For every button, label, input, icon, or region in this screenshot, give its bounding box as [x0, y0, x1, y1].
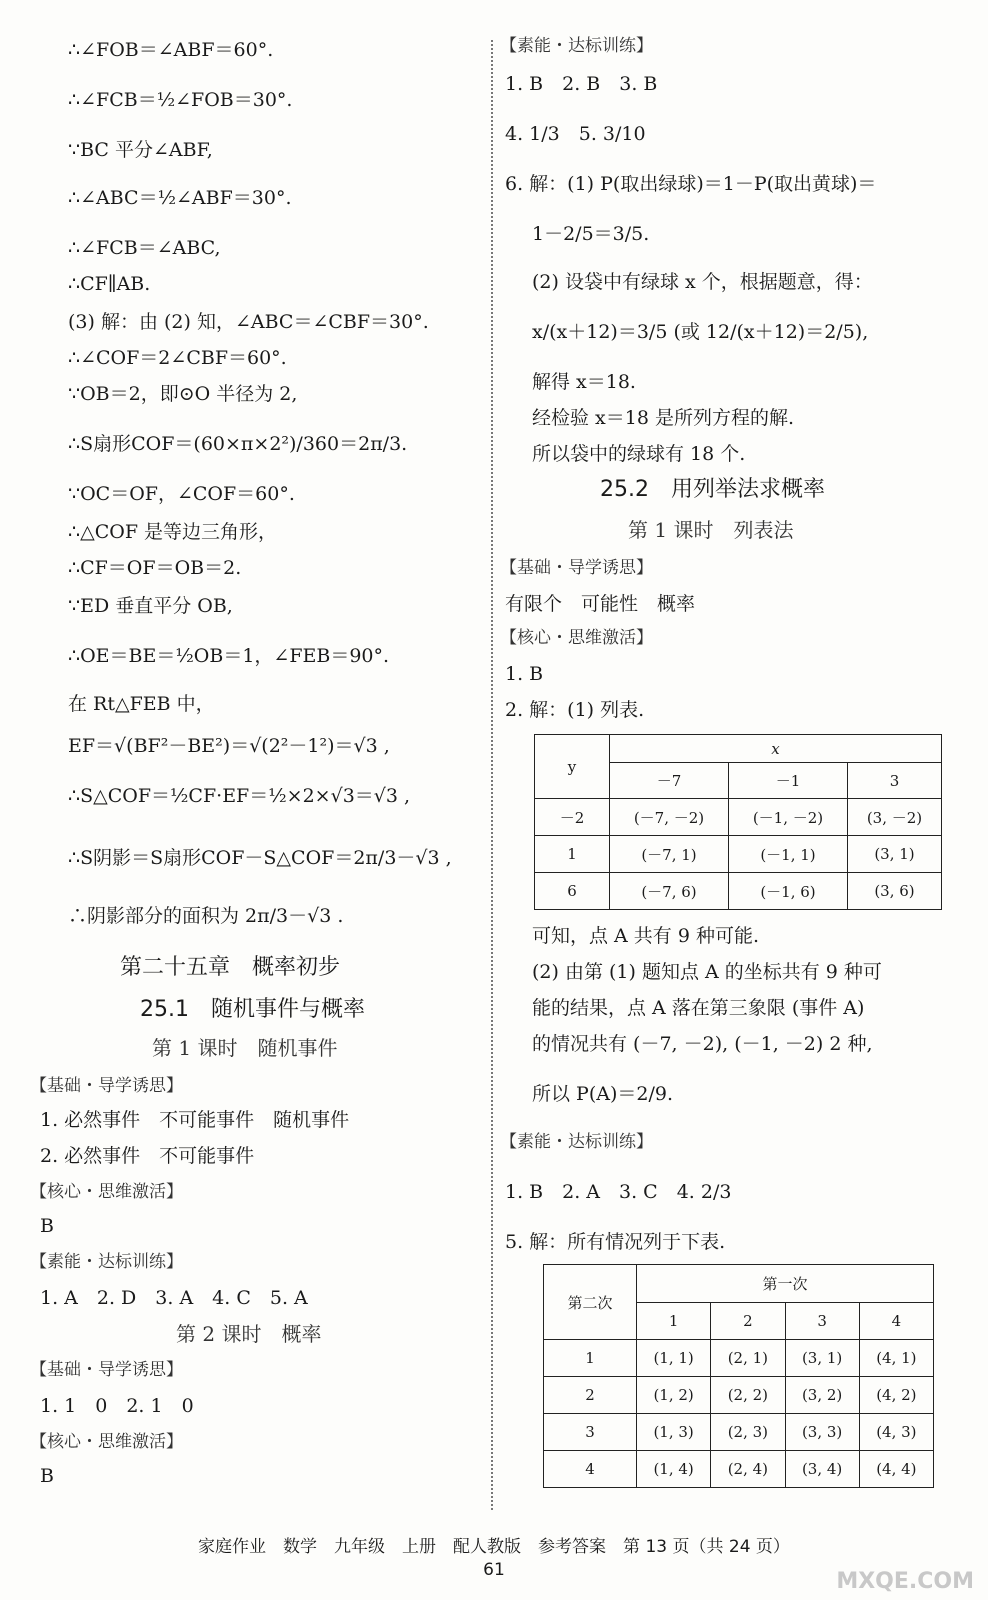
table-row	[544, 1377, 934, 1414]
section-header-hexin: 【核心・思维激活】	[30, 1182, 183, 1202]
table-row-header: －2	[535, 799, 610, 836]
table-cell: (4, 1)	[859, 1340, 933, 1377]
table-cell: (－1, －2)	[729, 799, 848, 836]
page-footer: 家庭作业 数学 九年级 上册 配人教版 参考答案 第 13 页（共 24 页）	[198, 1537, 790, 1557]
proof-line: ∴CF∥AB.	[68, 273, 151, 295]
table-row	[544, 1451, 934, 1488]
table-cell: (2, 1)	[711, 1340, 785, 1377]
answer-line: 1. B 2. A 3. C 4. 2/3	[505, 1181, 732, 1203]
table-cell: (3, 3)	[785, 1414, 859, 1451]
solution-line: 经检验 x＝18 是所列方程的解.	[532, 407, 795, 429]
column-divider	[491, 40, 493, 1510]
section-title: 25.2 用列举法求概率	[600, 477, 825, 502]
proof-line: ∵ED 垂直平分 OB,	[68, 595, 233, 617]
proof-line: ∴∠FOB＝∠ABF＝60°.	[68, 39, 274, 61]
solution-line: 所以袋中的绿球有 18 个.	[532, 443, 746, 465]
section-header-jichu: 【基础・导学诱思】	[500, 558, 653, 578]
table-row	[544, 1340, 934, 1377]
table-cell: (3, 2)	[785, 1377, 859, 1414]
table-row-header: 4	[544, 1451, 637, 1488]
solution-line: 能的结果，点 A 落在第三象限 (事件 A)	[532, 997, 865, 1019]
section-header-suneng: 【素能・达标训练】	[500, 36, 653, 56]
lesson-title: 第 1 课时 列表法	[628, 518, 794, 542]
table-cell: (2, 4)	[711, 1451, 785, 1488]
table-row-header: 1	[535, 836, 610, 873]
section-header-suneng: 【素能・达标训练】	[500, 1132, 653, 1152]
table-cell: (3, 6)	[848, 873, 942, 910]
section-title: 25.1 随机事件与概率	[140, 997, 365, 1022]
solution-line: 解得 x＝18.	[532, 371, 636, 393]
chapter-title: 第二十五章 概率初步	[120, 955, 341, 980]
section-header-jichu: 【基础・导学诱思】	[30, 1076, 183, 1096]
proof-line: ∴∠FCB＝½∠FOB＝30°.	[68, 89, 293, 111]
table-col-header: 3	[848, 763, 942, 799]
answer-line: 1. A 2. D 3. A 4. C 5. A	[40, 1287, 308, 1309]
solution-line: 1－2/5＝3/5.	[532, 223, 650, 245]
table-col-header: 1	[637, 1303, 711, 1340]
table-top-header: x	[610, 735, 942, 763]
solution-line: 5. 解：所有情况列于下表.	[505, 1231, 726, 1253]
lesson-title: 第 2 课时 概率	[176, 1322, 322, 1346]
answer-line: B	[40, 1465, 54, 1487]
outcome-table-xy	[534, 734, 942, 910]
answer-line: 4. 1/3 5. 3/10	[505, 123, 646, 145]
proof-line: ∴S△COF＝½CF·EF＝½×2×√3＝√3 ,	[68, 785, 411, 807]
table-row	[535, 873, 942, 910]
table-row-header: 3	[544, 1414, 637, 1451]
solution-line: x/(x＋12)＝3/5 (或 12/(x＋12)＝2/5),	[532, 321, 869, 343]
table-col-header: 3	[785, 1303, 859, 1340]
proof-line: ∴∠FCB＝∠ABC,	[68, 237, 221, 259]
table-corner-label: y	[535, 735, 610, 799]
solution-line: 2. 解：(1) 列表.	[505, 699, 645, 721]
answer-line: B	[40, 1215, 54, 1237]
table-top-header: 第一次	[637, 1265, 934, 1303]
table-row-header: 6	[535, 873, 610, 910]
section-header-jichu: 【基础・导学诱思】	[30, 1360, 183, 1380]
table-cell: (3, 1)	[848, 836, 942, 873]
solution-line: (2) 设袋中有绿球 x 个，根据题意，得：	[532, 271, 873, 293]
table-cell: (1, 2)	[637, 1377, 711, 1414]
proof-line: ∴∠ABC＝½∠ABF＝30°.	[68, 187, 292, 209]
table-row-header: 1	[544, 1340, 637, 1377]
proof-line: ∴∠COF＝2∠CBF＝60°.	[68, 347, 287, 369]
table-row	[535, 836, 942, 873]
table-cell: (1, 4)	[637, 1451, 711, 1488]
table-cell: (1, 3)	[637, 1414, 711, 1451]
table-row	[535, 799, 942, 836]
proof-line: ∵OC＝OF，∠COF＝60°.	[68, 483, 295, 505]
table-cell: (2, 3)	[711, 1414, 785, 1451]
solution-line: 可知，点 A 共有 9 种可能.	[532, 925, 760, 947]
answer-line: 1. 1 0 2. 1 0	[40, 1395, 194, 1417]
proof-line: ∴CF＝OF＝OB＝2.	[68, 557, 242, 579]
proof-line: EF＝√(BF²－BE²)＝√(2²－1²)＝√3 ,	[68, 735, 390, 757]
table-cell: (2, 2)	[711, 1377, 785, 1414]
table-cell: (3, 4)	[785, 1451, 859, 1488]
proof-line: 在 Rt△FEB 中，	[68, 693, 215, 715]
table-corner-label: 第二次	[544, 1265, 637, 1340]
proof-line: ∵BC 平分∠ABF,	[68, 139, 213, 161]
table-cell: (3, －2)	[848, 799, 942, 836]
answer-line: 有限个 可能性 概率	[505, 593, 696, 615]
table-cell: (－7, －2)	[610, 799, 729, 836]
table-cell: (4, 2)	[859, 1377, 933, 1414]
answer-line: 1. B 2. B 3. B	[505, 73, 658, 95]
table-col-header: 2	[711, 1303, 785, 1340]
table-row	[544, 1414, 934, 1451]
proof-line: ∴OE＝BE＝½OB＝1，∠FEB＝90°.	[68, 645, 390, 667]
table-cell: (－1, 6)	[729, 873, 848, 910]
section-header-hexin: 【核心・思维激活】	[30, 1432, 183, 1452]
table-cell: (3, 1)	[785, 1340, 859, 1377]
proof-line: ∴阴影部分的面积为 2π/3－√3 .	[68, 905, 344, 927]
proof-line: ∵OB＝2，即⊙O 半径为 2,	[68, 383, 298, 405]
table-cell: (4, 4)	[859, 1451, 933, 1488]
table-col-header: 4	[859, 1303, 933, 1340]
solution-line: 6. 解：(1) P(取出绿球)＝1－P(取出黄球)＝	[505, 173, 877, 195]
table-cell: (－1, 1)	[729, 836, 848, 873]
watermark: MXQE.COM	[836, 1569, 974, 1594]
table-col-header: －7	[610, 763, 729, 799]
page-number: 61	[483, 1560, 505, 1580]
table-row-header: 2	[544, 1377, 637, 1414]
table-cell: (－7, 1)	[610, 836, 729, 873]
solution-line: 的情况共有 (－7, －2), (－1, －2) 2 种,	[532, 1033, 873, 1055]
answer-line: 2. 必然事件 不可能事件	[40, 1145, 255, 1167]
proof-line: ∴S扇形COF＝(60×π×2²)/360＝2π/3.	[68, 433, 408, 455]
section-header-suneng: 【素能・达标训练】	[30, 1252, 183, 1272]
answer-line: 1. 必然事件 不可能事件 随机事件	[40, 1109, 350, 1131]
proof-line: ∴S阴影＝S扇形COF－S△COF＝2π/3－√3 ,	[68, 847, 452, 869]
table-col-header: －1	[729, 763, 848, 799]
solution-line: (2) 由第 (1) 题知点 A 的坐标共有 9 种可	[532, 961, 882, 983]
proof-line: (3) 解：由 (2) 知，∠ABC＝∠CBF＝30°.	[68, 311, 429, 333]
section-header-hexin: 【核心・思维激活】	[500, 628, 653, 648]
table-cell: (1, 1)	[637, 1340, 711, 1377]
table-cell: (4, 3)	[859, 1414, 933, 1451]
proof-line: ∴△COF 是等边三角形，	[68, 521, 278, 543]
table-cell: (－7, 6)	[610, 873, 729, 910]
solution-line: 所以 P(A)＝2/9.	[532, 1083, 673, 1105]
lesson-title: 第 1 课时 随机事件	[152, 1036, 338, 1060]
outcome-table-draws	[543, 1264, 934, 1488]
answer-line: 1. B	[505, 663, 544, 685]
